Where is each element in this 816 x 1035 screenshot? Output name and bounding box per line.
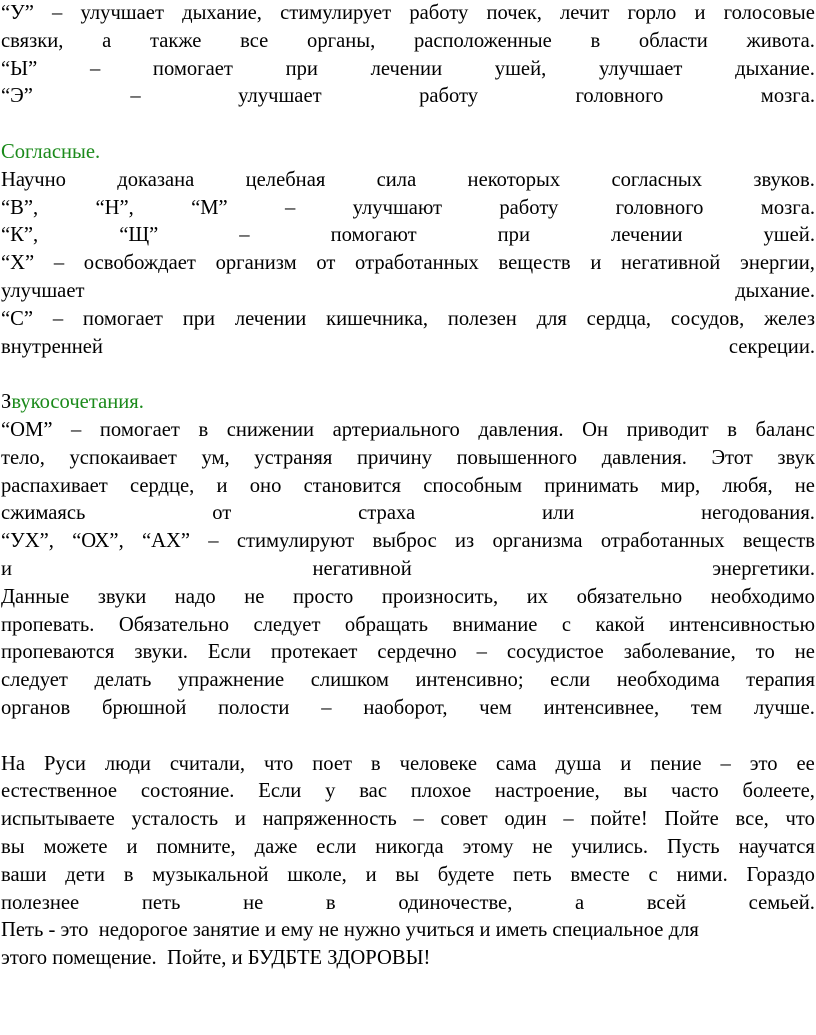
text-line xyxy=(1,584,815,612)
word: – xyxy=(130,85,141,108)
word: согласных xyxy=(611,168,703,191)
word: принимать xyxy=(544,474,639,497)
word: и xyxy=(694,2,706,24)
word: интенсивнее, xyxy=(543,696,660,719)
text-line xyxy=(1,445,815,473)
word: дыхание. xyxy=(735,57,815,80)
word: улучшают xyxy=(352,196,443,219)
text-line xyxy=(1,667,815,695)
text-line xyxy=(1,890,815,918)
word: интенсивно; xyxy=(415,669,524,692)
word: Пусть xyxy=(666,835,720,858)
word: поет xyxy=(312,752,352,775)
word: просто xyxy=(293,585,354,608)
text-line xyxy=(1,556,815,584)
word: при xyxy=(182,307,216,330)
word: наоборот, xyxy=(363,696,448,719)
text-line xyxy=(1,250,815,278)
word: терапия xyxy=(746,669,815,692)
word: доказана xyxy=(117,168,195,191)
word: от xyxy=(316,252,336,275)
word: головного xyxy=(615,196,704,219)
word: стимулируют xyxy=(236,530,355,553)
word: Данные xyxy=(1,585,70,608)
word: Пойте xyxy=(664,808,719,831)
spacer xyxy=(1,723,815,751)
word: сила xyxy=(376,168,417,191)
text-line xyxy=(1,28,815,56)
text-line xyxy=(1,639,815,667)
word: – xyxy=(89,57,101,80)
word: “ОХ”, xyxy=(72,530,124,553)
word: мозга. xyxy=(760,85,815,108)
word: тело, xyxy=(1,446,45,469)
word: – xyxy=(720,752,731,775)
combinations-section xyxy=(1,389,815,723)
word: приводит xyxy=(626,418,709,441)
word: внутренней xyxy=(1,335,103,358)
word: дыхание, xyxy=(182,2,262,24)
word: отработанных xyxy=(600,530,725,553)
word: организма xyxy=(492,530,583,553)
word: петь xyxy=(513,863,552,886)
word: школе, xyxy=(287,863,347,886)
word: Если xyxy=(207,641,251,664)
word: помогает xyxy=(82,307,163,330)
text-line: Петь - это недорогое занятие и ему не нужно учиться и иметь специальное для xyxy=(1,919,699,942)
text-line xyxy=(1,528,815,556)
word: чем xyxy=(479,696,512,719)
word: звуки xyxy=(97,585,147,608)
word: напряженность xyxy=(262,808,397,831)
word: в xyxy=(370,752,381,775)
spacer xyxy=(1,111,815,139)
word: лечит xyxy=(560,2,610,24)
word: Обязательно xyxy=(118,613,230,636)
word: все xyxy=(240,29,269,52)
word: некоторых xyxy=(467,168,561,191)
word: страха xyxy=(358,502,416,525)
word: организм xyxy=(215,252,297,275)
word: мозга. xyxy=(760,196,815,219)
word: и xyxy=(126,835,138,858)
word: помогает xyxy=(152,57,233,80)
text-line xyxy=(1,306,815,334)
word: “Ы” xyxy=(1,57,38,80)
word: желез xyxy=(764,307,815,330)
word: считали, xyxy=(169,752,245,775)
word: ваши xyxy=(1,863,47,886)
combinations-heading-rest: вукосочетания. xyxy=(11,391,144,414)
word: сердце, xyxy=(129,474,195,497)
word: кишечника, xyxy=(326,307,429,330)
text-line xyxy=(1,862,815,890)
word: секреции. xyxy=(728,335,815,358)
consonants-paragraph xyxy=(1,167,815,362)
word: звуки. xyxy=(134,641,188,664)
word: способным xyxy=(423,474,522,497)
word: повышенного xyxy=(456,446,578,469)
word: снижении xyxy=(226,418,315,441)
text-line xyxy=(1,56,815,84)
word: стимулирует xyxy=(280,2,392,24)
word: и xyxy=(620,752,632,775)
word: улучшает xyxy=(80,2,164,24)
word: лучше. xyxy=(753,696,815,719)
word: испытываете xyxy=(1,808,115,831)
word: улучшает xyxy=(598,57,683,80)
word: горло xyxy=(627,2,677,24)
word: становится xyxy=(303,474,402,497)
text-line xyxy=(1,417,815,445)
word: органы, xyxy=(307,29,376,52)
word: усталость xyxy=(131,808,219,831)
word: семьей. xyxy=(748,891,815,914)
word: обращать xyxy=(344,613,428,636)
word: “ОМ” xyxy=(1,418,53,441)
word: необходимо xyxy=(710,585,815,608)
text-line xyxy=(1,806,815,834)
word: негодования. xyxy=(701,502,815,525)
word: дети xyxy=(65,863,105,886)
word: – xyxy=(239,224,250,247)
word: а xyxy=(102,29,112,52)
word: сердца, xyxy=(586,307,652,330)
text-line xyxy=(1,83,815,111)
word: лечении xyxy=(370,57,443,80)
word: в xyxy=(590,29,601,52)
word: “К”, xyxy=(1,224,39,247)
text-line: этого помещение. Пойте, и БУДБТЕ ЗДОРОВЫ! xyxy=(1,947,431,970)
text-line xyxy=(1,195,815,223)
word: для xyxy=(536,307,567,330)
word: при xyxy=(285,57,318,80)
word: работу xyxy=(499,196,559,219)
word: их xyxy=(526,585,549,608)
word: “УХ”, xyxy=(1,530,54,553)
word: не xyxy=(794,474,815,497)
word: полости xyxy=(218,696,290,719)
word: “Х” xyxy=(1,252,35,275)
word: помогают xyxy=(330,224,417,247)
word: распахивает xyxy=(1,474,108,497)
text-line xyxy=(1,695,815,723)
word: в xyxy=(325,891,336,914)
word: не xyxy=(243,891,264,914)
word: “Н”, xyxy=(95,196,134,219)
word: сжимаясь xyxy=(1,502,86,525)
word: можете xyxy=(43,835,108,858)
word: выброс xyxy=(372,530,437,553)
word: душа xyxy=(555,752,602,775)
combinations-heading xyxy=(1,389,815,417)
word: вы xyxy=(1,835,25,858)
word: – xyxy=(208,530,219,553)
word: ними. xyxy=(676,863,728,886)
word: этому xyxy=(462,835,514,858)
word: следует xyxy=(1,669,68,692)
text-line xyxy=(1,473,815,501)
word: делать xyxy=(94,669,152,692)
word: Научно xyxy=(1,168,66,191)
word: плохое xyxy=(410,780,472,803)
word: у xyxy=(325,780,336,803)
word: веществ xyxy=(498,252,571,275)
word: научатся xyxy=(738,835,815,858)
word: давления. xyxy=(478,418,564,441)
word: ушей, xyxy=(494,57,547,80)
word: отработанных xyxy=(355,252,479,275)
word: мир, xyxy=(660,474,701,497)
word: учились. xyxy=(571,835,649,858)
word: то xyxy=(755,641,775,664)
text-line xyxy=(1,751,815,779)
word: не xyxy=(794,641,815,664)
word: и xyxy=(234,808,246,831)
word: не xyxy=(532,835,553,858)
word: что xyxy=(785,808,815,831)
word: “С” xyxy=(1,307,34,330)
word: следует xyxy=(253,613,321,636)
word: в xyxy=(198,418,209,441)
word: тем xyxy=(690,696,723,719)
word: работу xyxy=(409,2,469,24)
word: а xyxy=(575,891,585,914)
word: всей xyxy=(646,891,686,914)
word: – xyxy=(563,808,574,831)
word: упражнение xyxy=(177,669,285,692)
word: “Щ” xyxy=(119,224,159,247)
consonants-heading: Согласные. xyxy=(1,140,101,163)
vowels-section xyxy=(1,0,815,111)
word: из xyxy=(455,530,475,553)
word: живота. xyxy=(746,29,815,52)
word: “Э” xyxy=(1,85,33,108)
word: негативной xyxy=(621,252,721,275)
word: в xyxy=(727,418,737,441)
text-line xyxy=(1,334,815,362)
word: сама xyxy=(495,752,537,775)
word: работу xyxy=(419,85,479,108)
word: люди xyxy=(104,752,151,775)
word: ушей. xyxy=(763,224,815,247)
word: с xyxy=(648,863,658,886)
word: голосовые xyxy=(723,2,815,24)
word: также xyxy=(149,29,202,52)
word: слишком xyxy=(310,669,389,692)
word: оно xyxy=(249,474,282,497)
word: – xyxy=(285,196,296,219)
word: какой xyxy=(595,613,645,636)
word: помните, xyxy=(156,835,236,858)
word: полезнее xyxy=(1,891,80,914)
word: что xyxy=(263,752,294,775)
word: петь xyxy=(141,891,181,914)
word: будете xyxy=(437,863,495,886)
word: брюшной xyxy=(102,696,187,719)
text-line xyxy=(1,834,815,862)
word: состояние. xyxy=(140,780,235,803)
word: пропеваются xyxy=(1,641,115,664)
word: – xyxy=(476,641,487,664)
word: веществ xyxy=(742,530,815,553)
word: На xyxy=(1,752,26,775)
word: пойте! xyxy=(590,808,648,831)
word: баланс xyxy=(755,418,815,441)
text-line xyxy=(1,167,815,195)
word: – xyxy=(71,418,82,441)
word: “М” xyxy=(191,196,228,219)
word: ее xyxy=(796,752,815,775)
word: причину xyxy=(356,446,433,469)
word: – xyxy=(52,2,63,24)
word: “У” xyxy=(1,2,34,24)
word: музыкальной xyxy=(152,863,269,886)
word: “В”, xyxy=(1,196,39,219)
word: не xyxy=(244,585,265,608)
text-line xyxy=(1,778,815,806)
word: устраняя xyxy=(254,446,333,469)
text-line xyxy=(1,222,815,250)
word: звуков. xyxy=(753,168,815,191)
word: необходима xyxy=(616,669,720,692)
word: Если xyxy=(258,780,302,803)
word: давления. xyxy=(601,446,687,469)
word: помогает xyxy=(99,418,180,441)
word: и xyxy=(1,557,13,580)
word: протекает xyxy=(270,641,358,664)
word: Руси xyxy=(43,752,86,775)
word: в xyxy=(123,863,134,886)
word: сосудов, xyxy=(670,307,745,330)
word: это xyxy=(749,752,778,775)
word: интенсивностью xyxy=(669,613,815,636)
word: надо xyxy=(174,585,216,608)
word: и xyxy=(590,252,602,275)
word: – xyxy=(413,808,424,831)
word: если xyxy=(550,669,591,692)
word: и xyxy=(365,863,377,886)
word: от xyxy=(212,502,232,525)
word: одиночестве, xyxy=(398,891,513,914)
word: “АХ” xyxy=(142,530,191,553)
word: вместе xyxy=(570,863,630,886)
word: никогда xyxy=(375,835,444,858)
word: вы xyxy=(623,780,648,803)
word: даже xyxy=(254,835,298,858)
combinations-paragraph xyxy=(1,417,815,723)
word: лечении xyxy=(234,307,307,330)
word: любя, xyxy=(722,474,773,497)
word: вы xyxy=(395,863,419,886)
word: лечении xyxy=(611,224,683,247)
word: пропевать. xyxy=(1,613,95,636)
word: области xyxy=(638,29,708,52)
word: или xyxy=(541,502,575,525)
consonants-section xyxy=(1,139,815,361)
word: энергетики. xyxy=(712,557,815,580)
word: с xyxy=(561,613,572,636)
word: целебная xyxy=(245,168,326,191)
word: внимание xyxy=(452,613,538,636)
word: успокаивает xyxy=(69,446,177,469)
word: и xyxy=(216,474,228,497)
word: сердечно xyxy=(377,641,457,664)
word: освобождает xyxy=(83,252,196,275)
word: один xyxy=(504,808,547,831)
word: Он xyxy=(582,418,608,441)
text-line xyxy=(1,612,815,640)
word: болеете, xyxy=(742,780,815,803)
document-page xyxy=(1,0,815,973)
word: Гораздо xyxy=(746,863,815,886)
word: артериального xyxy=(332,418,460,441)
text-line xyxy=(1,500,815,528)
word: естественное xyxy=(1,780,118,803)
word: человеке xyxy=(399,752,478,775)
word: – xyxy=(53,252,65,275)
word: совет xyxy=(440,808,488,831)
word: связки, xyxy=(1,29,64,52)
word: ум, xyxy=(201,446,230,469)
word: сосудистое xyxy=(506,641,604,664)
spacer xyxy=(1,361,815,389)
word: произносить, xyxy=(381,585,499,608)
text-line xyxy=(1,0,815,28)
word: – xyxy=(52,307,64,330)
word: расположенные xyxy=(413,29,552,52)
word: почек, xyxy=(486,2,542,24)
word: энергии, xyxy=(740,252,815,275)
word: настроение, xyxy=(494,780,600,803)
word: часто xyxy=(671,780,719,803)
word: дыхание. xyxy=(735,279,815,302)
word: звук xyxy=(777,446,815,469)
word: органов xyxy=(1,696,71,719)
word: пение xyxy=(650,752,702,775)
word: улучшает xyxy=(1,279,85,302)
word: заболевание, xyxy=(623,641,736,664)
word: головного xyxy=(575,85,664,108)
word: все, xyxy=(735,808,769,831)
combinations-heading-initial: З xyxy=(1,391,12,414)
word: при xyxy=(497,224,530,247)
word: полезен xyxy=(447,307,517,330)
text-line xyxy=(1,278,815,306)
word: – xyxy=(321,696,332,719)
word: вас xyxy=(359,780,387,803)
word: улучшает xyxy=(238,85,322,108)
word: негативной xyxy=(312,557,412,580)
closing-paragraph xyxy=(1,751,815,973)
word: если xyxy=(316,835,357,858)
word: обязательно xyxy=(576,585,683,608)
word: Этот xyxy=(711,446,753,469)
